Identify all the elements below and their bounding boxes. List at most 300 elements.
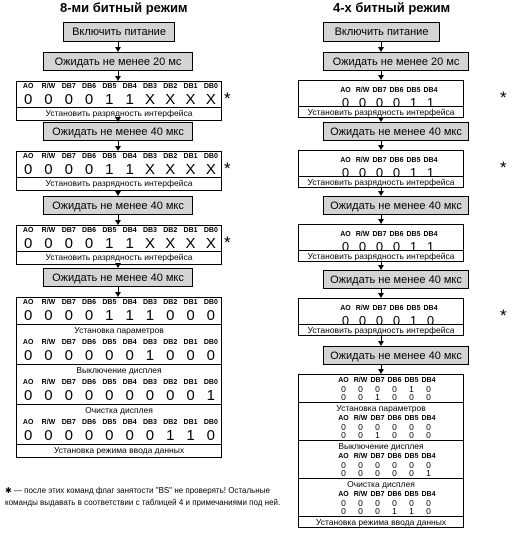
right-step-1-header-db4: DB4 — [423, 157, 438, 164]
left-cmd-3-bit: 0 — [84, 427, 94, 444]
right-step-0-header-db5: DB5 — [406, 87, 421, 94]
left-step-1-bit: 0 — [64, 161, 73, 178]
left-step-caption-2: Установить разрядность интерфейса — [17, 251, 221, 262]
left-step-0-bit: X — [185, 91, 196, 108]
right-step-0-header-db7: DB7 — [372, 87, 387, 94]
right-cmd-1-bit: 0 — [358, 422, 363, 432]
right-wait-1: Ожидать не менее 40 мкс — [323, 122, 469, 141]
left-step-1-header-ao: AO — [22, 153, 34, 160]
left-cmd-3-header-db4: DB4 — [122, 419, 137, 426]
left-cmd-3-header-db0: DB0 — [203, 419, 218, 426]
left-cmd-1-header-db0: DB0 — [203, 339, 218, 346]
right-cmd-caption-2: Очистка дисплея — [299, 478, 463, 489]
left-cmd-1-header-db4: DB4 — [122, 339, 137, 346]
left-cmd-0-header-db7: DB7 — [61, 299, 76, 306]
left-step-1-header-db6: DB6 — [82, 153, 97, 160]
right-step-2-header-rw: R/W — [355, 231, 370, 238]
left-step-2-header-db7: DB7 — [61, 227, 76, 234]
left-cmd-0-header-db1: DB1 — [183, 299, 198, 306]
right-wait-3: Ожидать не менее 40 мкс — [323, 270, 469, 289]
right-cmd-1-bit: 0 — [409, 430, 414, 440]
right-cmd-3-bit: 0 — [426, 498, 431, 508]
right-step-1-bit: 0 — [392, 165, 401, 180]
right-cmd-3-bit: 0 — [358, 498, 363, 508]
right-cmd-0-bit: 1 — [375, 392, 380, 402]
left-step-1-bit: 0 — [23, 161, 33, 178]
left-power-on-button: Включить питание — [63, 22, 175, 42]
left-cmd-2-header-db1: DB1 — [183, 379, 198, 386]
right-step-1-header-rw: R/W — [355, 157, 370, 164]
left-cmd-1-bit: 0 — [23, 347, 33, 364]
left-cmd-3-bit: 0 — [125, 427, 134, 444]
right-cmd-3-header: R/W — [353, 491, 368, 498]
right-cmd-1-bit: 0 — [409, 422, 414, 432]
left-cmd-1-bit: 0 — [44, 347, 53, 364]
left-wait-0: Ожидать не менее 20 мс — [43, 52, 193, 71]
right-cmd-0-bit: 0 — [409, 392, 414, 402]
right-cmd-2-bit: 0 — [375, 468, 380, 478]
right-step-1-bit: 1 — [409, 165, 418, 180]
right-cmd-3-bit: 0 — [358, 506, 363, 516]
left-step-1-bit: 0 — [44, 161, 53, 178]
right-cmd-1-bit: 1 — [375, 430, 380, 440]
right-step-1-bit: 0 — [375, 165, 384, 180]
left-cmd-1-header-ao: AO — [22, 339, 34, 346]
left-cmd-1-bit: 0 — [166, 347, 175, 364]
left-cmd-2-bit: 1 — [206, 387, 215, 404]
asterisk-icon: * — [500, 88, 507, 107]
right-cmd-2-header: DB4 — [421, 453, 436, 460]
right-final-wait: Ожидать не менее 40 мкс — [323, 346, 469, 365]
left-step-1-header-db5: DB5 — [102, 153, 117, 160]
right-cmd-3-bit: 0 — [392, 498, 397, 508]
left-cmd-0-bit: 0 — [186, 307, 195, 324]
left-step-2-header-db0: DB0 — [203, 227, 218, 234]
right-step-0-bit: 1 — [426, 95, 435, 110]
right-step-3-bit: 0 — [392, 313, 401, 328]
left-cmd-0-header-db0: DB0 — [203, 299, 218, 306]
left-step-2-bit: 0 — [44, 235, 53, 252]
right-cmd-3-bit: 0 — [375, 506, 380, 516]
right-register-box-0 — [298, 80, 464, 118]
left-cmd-2-header-rw: R/W — [41, 379, 56, 386]
right-step-3-header-ao: AO — [340, 305, 351, 312]
right-cmd-2-header: DB6 — [387, 453, 402, 460]
left-cmd-3-header-rw: R/W — [41, 419, 56, 426]
left-step-2-bit: X — [185, 235, 196, 252]
left-wait-2: Ожидать не менее 40 мкс — [43, 196, 193, 215]
left-cmd-1-bit: 0 — [105, 347, 114, 364]
left-cmd-2-header-db0: DB0 — [203, 379, 218, 386]
right-cmd-3-bit: 1 — [392, 506, 397, 516]
right-step-caption-1: Установить разрядность интерфейса — [299, 176, 463, 187]
left-step-2-bit: X — [165, 235, 176, 252]
left-step-2-header-ao: AO — [22, 227, 34, 234]
right-step-2-bit: 0 — [392, 239, 401, 254]
left-cmd-0-header-db2: DB2 — [163, 299, 178, 306]
left-step-0-header-db5: DB5 — [102, 83, 117, 90]
right-step-3-bit: 1 — [409, 313, 418, 328]
left-cmd-2-header-db2: DB2 — [163, 379, 178, 386]
left-step-1-bit: X — [165, 161, 176, 178]
left-step-0-header-db3: DB3 — [142, 83, 157, 90]
right-cmd-3-header: AO — [338, 491, 349, 498]
right-register-box-2 — [298, 224, 464, 262]
left-step-0-bit: X — [165, 91, 176, 108]
left-cmd-0-bit: 1 — [145, 307, 155, 324]
left-cmd-0-bit: 1 — [125, 307, 134, 324]
left-step-1-bit: X — [144, 161, 155, 178]
asterisk-icon: * — [224, 159, 231, 178]
right-cmd-2-bit: 0 — [392, 468, 397, 478]
left-cmd-1-bit: 0 — [186, 347, 195, 364]
right-step-1-header-db7: DB7 — [372, 157, 387, 164]
right-step-0-bit: 1 — [409, 95, 418, 110]
right-cmd-0-bit: 0 — [392, 392, 397, 402]
left-step-0-bit: 1 — [105, 91, 114, 108]
right-cmd-1-header: AO — [338, 415, 349, 422]
left-cmd-0-bit: 1 — [105, 307, 114, 324]
left-step-2-header-db5: DB5 — [102, 227, 117, 234]
left-step-0-header-db1: DB1 — [183, 83, 198, 90]
left-cmd-2-bit: 0 — [125, 387, 134, 404]
left-commands-box — [16, 297, 222, 458]
right-cmd-0-bit: 0 — [426, 392, 431, 402]
right-step-0-bit: 0 — [375, 95, 384, 110]
right-cmd-0-bit: 0 — [358, 392, 363, 402]
right-cmd-3-header: DB4 — [421, 491, 436, 498]
right-cmd-3-bit: 0 — [375, 498, 380, 508]
left-cmd-1-bit: 0 — [125, 347, 134, 364]
left-cmd-3-header-db7: DB7 — [61, 419, 76, 426]
right-step-1-bit: 1 — [426, 165, 435, 180]
right-step-3-bit: 0 — [426, 313, 435, 328]
left-cmd-2-header-db7: DB7 — [61, 379, 76, 386]
right-step-1-header-db5: DB5 — [406, 157, 421, 164]
left-cmd-2-bit: 0 — [23, 387, 33, 404]
left-cmd-2-header-db4: DB4 — [122, 379, 137, 386]
right-cmd-1-bit: 0 — [426, 430, 431, 440]
left-step-1-header-db0: DB0 — [203, 153, 218, 160]
left-step-1-header-rw: R/W — [41, 153, 56, 160]
left-step-2-header-db6: DB6 — [82, 227, 97, 234]
left-cmd-3-bit: 0 — [44, 427, 53, 444]
left-cmd-0-header-db4: DB4 — [122, 299, 137, 306]
right-wait-0: Ожидать не менее 20 мс — [323, 52, 469, 71]
left-step-2-bit: X — [205, 235, 216, 252]
right-step-2-header-db4: DB4 — [423, 231, 438, 238]
left-step-2-bit: 1 — [105, 235, 114, 252]
right-cmd-2-header: R/W — [353, 453, 368, 460]
right-cmd-2-bit: 0 — [409, 460, 414, 470]
left-cmd-1-header-rw: R/W — [41, 339, 56, 346]
right-cmd-2-bit: 0 — [426, 460, 431, 470]
right-step-3-bit: 0 — [341, 313, 350, 328]
right-cmd-1-header: DB4 — [421, 415, 436, 422]
left-step-0-header-db4: DB4 — [122, 83, 137, 90]
left-cmd-1-header-db7: DB7 — [61, 339, 76, 346]
left-register-box-2 — [16, 225, 222, 265]
left-step-1-header-db3: DB3 — [142, 153, 157, 160]
left-cmd-3-bit: 0 — [64, 427, 73, 444]
left-cmd-2-bit: 0 — [44, 387, 53, 404]
left-register-box-1 — [16, 151, 222, 191]
right-cmd-1-header: DB5 — [404, 415, 419, 422]
right-cmd-caption-1: Выключение дисплея — [299, 440, 463, 451]
left-cmd-2-bit: 0 — [145, 387, 155, 404]
right-step-2-bit: 0 — [358, 239, 367, 254]
right-cmd-1-bit: 0 — [341, 422, 346, 432]
right-cmd-2-bit: 0 — [375, 460, 380, 470]
left-cmd-0-bit: 0 — [166, 307, 175, 324]
asterisk-icon: * — [500, 306, 507, 325]
right-cmd-1-bit: 0 — [426, 422, 431, 432]
right-step-1-bit: 0 — [341, 165, 350, 180]
left-step-1-header-db4: DB4 — [122, 153, 137, 160]
right-cmd-0-header: R/W — [353, 377, 368, 384]
left-cmd-2-header-db6: DB6 — [82, 379, 97, 386]
left-cmd-1-header-db2: DB2 — [163, 339, 178, 346]
left-step-1-header-db2: DB2 — [163, 153, 178, 160]
left-cmd-0-bit: 0 — [206, 307, 215, 324]
left-cmd-0-bit: 0 — [44, 307, 53, 324]
right-cmd-caption-3: Установка режима ввода данных — [299, 516, 463, 527]
left-cmd-1-bit: 0 — [64, 347, 73, 364]
right-step-3-header-db4: DB4 — [423, 305, 438, 312]
right-wait-2: Ожидать не менее 40 мкс — [323, 196, 469, 215]
right-title: 4-х битный режим — [333, 0, 451, 15]
left-cmd-1-header-db3: DB3 — [142, 339, 157, 346]
right-cmd-2-bit: 0 — [358, 460, 363, 470]
left-step-0-bit: 0 — [44, 91, 53, 108]
right-step-2-bit: 0 — [375, 239, 384, 254]
left-step-1-header-db1: DB1 — [183, 153, 198, 160]
left-step-0-bit: X — [144, 91, 155, 108]
left-cmd-3-header-db3: DB3 — [142, 419, 157, 426]
left-step-1-header-db7: DB7 — [61, 153, 76, 160]
left-cmd-3-header-db5: DB5 — [102, 419, 117, 426]
left-cmd-2-bit: 0 — [186, 387, 195, 404]
left-cmd-3-bit: 1 — [186, 427, 195, 444]
right-cmd-2-header: DB5 — [404, 453, 419, 460]
left-cmd-1-header-db5: DB5 — [102, 339, 117, 346]
left-cmd-0-bit: 0 — [84, 307, 94, 324]
asterisk-icon: * — [224, 233, 231, 252]
left-step-0-header-rw: R/W — [41, 83, 56, 90]
left-cmd-caption-0: Установка параметров — [17, 324, 221, 335]
left-step-2-bit: 0 — [23, 235, 33, 252]
right-cmd-3-bit: 0 — [341, 498, 346, 508]
left-step-0-bit: 1 — [125, 91, 134, 108]
left-cmd-caption-1: Выключение дисплея — [17, 364, 221, 375]
right-step-caption-3: Установить разрядность интерфейса — [299, 324, 463, 335]
right-step-3-header-db5: DB5 — [406, 305, 421, 312]
left-step-2-header-rw: R/W — [41, 227, 56, 234]
right-cmd-3-header: DB7 — [370, 491, 385, 498]
right-step-2-bit: 0 — [341, 239, 350, 254]
left-step-0-header-db6: DB6 — [82, 83, 97, 90]
right-step-1-bit: 0 — [358, 165, 367, 180]
left-cmd-2-bit: 0 — [64, 387, 73, 404]
right-cmd-1-bit: 0 — [392, 430, 397, 440]
right-cmd-2-header: DB7 — [370, 453, 385, 460]
left-cmd-3-header-ao: AO — [22, 419, 34, 426]
right-step-3-header-db6: DB6 — [389, 305, 404, 312]
left-cmd-3-bit: 1 — [166, 427, 175, 444]
left-step-0-bit: X — [205, 91, 216, 108]
left-step-0-bit: 0 — [64, 91, 73, 108]
right-cmd-0-header: AO — [338, 377, 349, 384]
right-power-on-button: Включить питание — [323, 22, 440, 42]
left-cmd-2-bit: 0 — [105, 387, 114, 404]
right-cmd-2-bit: 1 — [426, 468, 431, 478]
right-step-1-header-ao: AO — [340, 157, 351, 164]
left-step-caption-0: Установить разрядность интерфейса — [17, 107, 221, 118]
right-cmd-0-bit: 0 — [358, 384, 363, 394]
right-cmd-1-header: DB7 — [370, 415, 385, 422]
left-cmd-3-header-db6: DB6 — [82, 419, 97, 426]
right-step-2-header-db5: DB5 — [406, 231, 421, 238]
right-step-2-header-ao: AO — [340, 231, 351, 238]
right-cmd-1-bit: 0 — [341, 430, 346, 440]
right-cmd-0-bit: 0 — [426, 384, 431, 394]
right-cmd-0-bit: 0 — [341, 392, 346, 402]
right-cmd-3-header: DB5 — [404, 491, 419, 498]
right-cmd-0-bit: 0 — [341, 384, 346, 394]
left-cmd-2-bit: 0 — [84, 387, 94, 404]
right-step-0-bit: 0 — [392, 95, 401, 110]
left-cmd-0-header-db3: DB3 — [142, 299, 157, 306]
left-cmd-1-bit: 0 — [84, 347, 94, 364]
asterisk-icon: * — [224, 89, 231, 108]
left-step-1-bit: 0 — [84, 161, 94, 178]
left-wait-1: Ожидать не менее 40 мкс — [43, 122, 193, 141]
left-cmd-3-header-db1: DB1 — [183, 419, 198, 426]
left-cmd-3-bit: 0 — [145, 427, 155, 444]
left-step-2-header-db1: DB1 — [183, 227, 198, 234]
right-cmd-0-bit: 0 — [375, 384, 380, 394]
right-cmd-2-bit: 0 — [341, 460, 346, 470]
right-step-caption-0: Установить разрядность интерфейса — [299, 106, 463, 117]
right-register-box-1 — [298, 150, 464, 188]
left-step-1-bit: X — [185, 161, 196, 178]
right-cmd-0-header: DB5 — [404, 377, 419, 384]
left-cmd-0-header-rw: R/W — [41, 299, 56, 306]
left-step-0-header-db7: DB7 — [61, 83, 76, 90]
right-cmd-0-bit: 0 — [392, 384, 397, 394]
right-cmd-3-bit: 0 — [341, 506, 346, 516]
left-cmd-0-bit: 0 — [64, 307, 73, 324]
right-step-0-bit: 0 — [358, 95, 367, 110]
right-cmd-3-bit: 1 — [409, 506, 414, 516]
left-title: 8-ми битный режим — [60, 0, 188, 15]
right-step-2-bit: 1 — [426, 239, 435, 254]
left-step-1-bit: 1 — [105, 161, 114, 178]
right-cmd-0-bit: 1 — [409, 384, 414, 394]
left-final-wait: Ожидать не менее 40 мкс — [43, 268, 193, 287]
left-step-2-bit: 1 — [125, 235, 134, 252]
right-cmd-3-header: DB6 — [387, 491, 402, 498]
left-cmd-1-header-db6: DB6 — [82, 339, 97, 346]
right-step-0-header-db4: DB4 — [423, 87, 438, 94]
right-step-0-header-rw: R/W — [355, 87, 370, 94]
left-step-2-header-db2: DB2 — [163, 227, 178, 234]
left-cmd-0-header-db6: DB6 — [82, 299, 97, 306]
right-step-0-header-ao: AO — [340, 87, 351, 94]
right-cmd-1-bit: 0 — [392, 422, 397, 432]
right-step-caption-2: Установить разрядность интерфейса — [299, 250, 463, 261]
left-step-0-header-db2: DB2 — [163, 83, 178, 90]
right-cmd-1-bit: 0 — [375, 422, 380, 432]
left-cmd-3-bit: 0 — [206, 427, 215, 444]
right-cmd-3-bit: 0 — [409, 498, 414, 508]
right-cmd-1-header: DB6 — [387, 415, 402, 422]
left-step-2-bit: X — [144, 235, 155, 252]
right-cmd-0-header: DB6 — [387, 377, 402, 384]
asterisk-icon: * — [500, 158, 507, 177]
left-cmd-0-header-ao: AO — [22, 299, 34, 306]
left-cmd-0-bit: 0 — [23, 307, 33, 324]
right-cmd-0-header: DB7 — [370, 377, 385, 384]
right-cmd-2-bit: 0 — [392, 460, 397, 470]
left-step-2-bit: 0 — [84, 235, 94, 252]
left-cmd-1-bit: 1 — [145, 347, 155, 364]
left-cmd-2-header-db3: DB3 — [142, 379, 157, 386]
right-register-box-3 — [298, 298, 464, 336]
left-step-1-bit: X — [205, 161, 216, 178]
right-step-2-header-db7: DB7 — [372, 231, 387, 238]
right-cmd-1-header: R/W — [353, 415, 368, 422]
footnote: ✱ — после этих команд флаг занятости "BS" не проверять! Остальные команды выдавать в соответствии с таблицей 4 и примечаниями под ней. — [5, 486, 281, 507]
right-cmd-2-bit: 0 — [409, 468, 414, 478]
left-cmd-0-header-db5: DB5 — [102, 299, 117, 306]
right-step-3-header-db7: DB7 — [372, 305, 387, 312]
left-cmd-3-bit: 0 — [105, 427, 114, 444]
left-step-2-header-db4: DB4 — [122, 227, 137, 234]
left-cmd-2-bit: 0 — [166, 387, 175, 404]
left-step-0-header-ao: AO — [22, 83, 34, 90]
left-cmd-2-header-ao: AO — [22, 379, 34, 386]
right-cmd-2-bit: 0 — [341, 468, 346, 478]
left-cmd-2-header-db5: DB5 — [102, 379, 117, 386]
left-cmd-1-bit: 0 — [206, 347, 215, 364]
left-cmd-3-bit: 0 — [23, 427, 33, 444]
right-cmd-2-bit: 0 — [358, 468, 363, 478]
left-step-0-bit: 0 — [23, 91, 33, 108]
left-step-2-header-db3: DB3 — [142, 227, 157, 234]
right-cmd-1-bit: 0 — [358, 430, 363, 440]
right-cmd-caption-0: Установка параметров — [299, 402, 463, 413]
left-register-box-0 — [16, 81, 222, 121]
left-step-caption-1: Установить разрядность интерфейса — [17, 177, 221, 188]
right-step-0-header-db6: DB6 — [389, 87, 404, 94]
right-cmd-0-header: DB4 — [421, 377, 436, 384]
right-step-3-bit: 0 — [358, 313, 367, 328]
left-step-0-header-db0: DB0 — [203, 83, 218, 90]
right-step-2-bit: 1 — [409, 239, 418, 254]
left-cmd-caption-2: Очистка дисплея — [17, 404, 221, 415]
right-commands-box — [298, 374, 464, 528]
left-cmd-3-header-db2: DB2 — [163, 419, 178, 426]
left-cmd-1-header-db1: DB1 — [183, 339, 198, 346]
left-cmd-caption-3: Установка режима ввода данных — [17, 444, 221, 455]
right-step-3-header-rw: R/W — [355, 305, 370, 312]
right-step-3-bit: 0 — [375, 313, 384, 328]
right-cmd-2-header: AO — [338, 453, 349, 460]
left-step-1-bit: 1 — [125, 161, 134, 178]
right-cmd-3-bit: 0 — [426, 506, 431, 516]
right-step-1-header-db6: DB6 — [389, 157, 404, 164]
